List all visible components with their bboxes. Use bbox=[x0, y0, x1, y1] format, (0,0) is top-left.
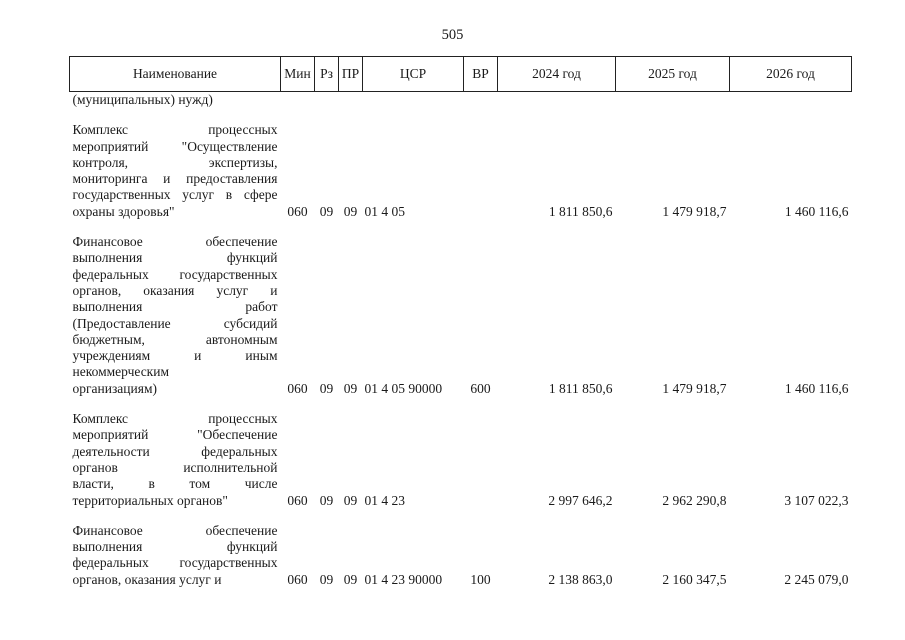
row-name-line: выполнения функций bbox=[72, 250, 278, 266]
header-pr: ПР bbox=[339, 57, 363, 92]
row-name bbox=[70, 234, 281, 397]
row-amount-2026: 1 460 116,6 bbox=[784, 203, 849, 219]
row-csr: 01 4 05 90000 bbox=[364, 380, 443, 396]
row-spacer bbox=[70, 397, 852, 411]
row-name bbox=[70, 122, 281, 220]
row-name-line: организациям) bbox=[72, 380, 158, 396]
row-amount-2024: 2 997 646,2 bbox=[548, 492, 613, 508]
row-rz: 09 bbox=[319, 492, 334, 508]
row-min bbox=[281, 92, 315, 109]
budget-table bbox=[69, 56, 852, 588]
table-header bbox=[70, 57, 852, 92]
row-spacer bbox=[70, 220, 852, 234]
row-csr bbox=[363, 92, 464, 109]
row-min: 060 bbox=[287, 203, 308, 219]
row-pr: 09 bbox=[343, 203, 358, 219]
row-rz: 09 bbox=[319, 203, 334, 219]
row-name-line: выполнения работ bbox=[72, 299, 278, 315]
row-pr bbox=[339, 92, 363, 109]
row-name-line: деятельности федеральных bbox=[72, 443, 278, 459]
row-min: 060 bbox=[287, 571, 308, 587]
table-body bbox=[70, 92, 852, 589]
row-csr: 01 4 23 90000 bbox=[364, 571, 443, 587]
row-amount-2026: 3 107 022,3 bbox=[784, 492, 849, 508]
row-pr: 09 bbox=[343, 571, 358, 587]
header-min: Мин bbox=[281, 57, 315, 92]
header-rz: Рз bbox=[315, 57, 339, 92]
row-amount-2024: 1 811 850,6 bbox=[548, 380, 613, 396]
header-2025: 2025 год bbox=[616, 57, 730, 92]
row-name-line: мониторинга и предоставления bbox=[72, 171, 278, 187]
header-2026: 2026 год bbox=[730, 57, 852, 92]
table-row bbox=[70, 122, 852, 220]
row-name-line: некоммерческим bbox=[72, 364, 170, 380]
row-amount-2025 bbox=[616, 92, 730, 109]
row-csr: 01 4 05 bbox=[364, 203, 405, 219]
row-name-line: учреждениям и иным bbox=[72, 348, 278, 364]
row-amount-2025: 1 479 918,7 bbox=[662, 380, 727, 396]
row-amount-2026 bbox=[730, 92, 852, 109]
row-name bbox=[70, 411, 281, 509]
row-name bbox=[70, 523, 281, 588]
row-name-line: (Предоставление субсидий bbox=[72, 315, 278, 331]
row-name-line: мероприятий "Обеспечение bbox=[72, 427, 278, 443]
header-name: Наименование bbox=[70, 57, 281, 92]
table-row bbox=[70, 523, 852, 588]
table-row bbox=[70, 411, 852, 509]
row-amount-2026: 2 245 079,0 bbox=[784, 571, 849, 587]
row-amount-2024: 1 811 850,6 bbox=[548, 203, 613, 219]
header-2024: 2024 год bbox=[498, 57, 616, 92]
row-name-line: органов исполнительной bbox=[72, 459, 278, 475]
table-row bbox=[70, 234, 852, 397]
row-spacer bbox=[70, 509, 852, 523]
row-name-line: охраны здоровья" bbox=[72, 203, 175, 219]
page-number: 505 bbox=[441, 27, 464, 43]
row-name-line: федеральных государственных bbox=[72, 266, 278, 282]
row-name-line: государственных услуг в сфере bbox=[72, 187, 278, 203]
row-name-line: органов, оказания услуг и bbox=[72, 571, 222, 587]
row-name-line: Комплекс процессных bbox=[72, 122, 278, 138]
row-name-line: мероприятий "Осуществление bbox=[72, 138, 278, 154]
row-rz: 09 bbox=[319, 571, 334, 587]
row-rz bbox=[315, 92, 339, 109]
row-vr: 600 bbox=[470, 380, 491, 396]
row-name-line: бюджетным, автономным bbox=[72, 331, 278, 347]
row-name-line: контроля, экспертизы, bbox=[72, 154, 278, 170]
row-vr bbox=[464, 411, 498, 509]
row-amount-2024 bbox=[498, 92, 616, 109]
header-vr: ВР bbox=[464, 57, 498, 92]
row-name-line: Комплекс процессных bbox=[72, 411, 278, 427]
row-name-line: (муниципальных) нужд) bbox=[72, 92, 213, 107]
row-amount-2026: 1 460 116,6 bbox=[784, 380, 849, 396]
row-name-line: федеральных государственных bbox=[72, 555, 278, 571]
row-spacer bbox=[70, 108, 852, 122]
row-vr: 100 bbox=[470, 571, 491, 587]
row-amount-2025: 2 160 347,5 bbox=[662, 571, 727, 587]
row-vr bbox=[464, 122, 498, 220]
row-pr: 09 bbox=[343, 492, 358, 508]
header-csr: ЦСР bbox=[363, 57, 464, 92]
row-min: 060 bbox=[287, 380, 308, 396]
row-min: 060 bbox=[287, 492, 308, 508]
row-rz: 09 bbox=[319, 380, 334, 396]
row-name-line: территориальных органов" bbox=[72, 492, 228, 508]
row-vr bbox=[464, 92, 498, 109]
row-amount-2024: 2 138 863,0 bbox=[548, 571, 613, 587]
row-name-line: власти, в том числе bbox=[72, 476, 278, 492]
row-name-line: выполнения функций bbox=[72, 539, 278, 555]
row-name-line: Финансовое обеспечение bbox=[72, 234, 278, 250]
row-name-line: Финансовое обеспечение bbox=[72, 522, 278, 538]
row-pr: 09 bbox=[343, 380, 358, 396]
row-amount-2025: 1 479 918,7 bbox=[662, 203, 727, 219]
row-name bbox=[70, 92, 281, 109]
row-amount-2025: 2 962 290,8 bbox=[662, 492, 727, 508]
row-csr: 01 4 23 bbox=[364, 492, 405, 508]
row-name-line: органов, оказания услуг и bbox=[72, 282, 278, 298]
table-row bbox=[70, 92, 852, 109]
